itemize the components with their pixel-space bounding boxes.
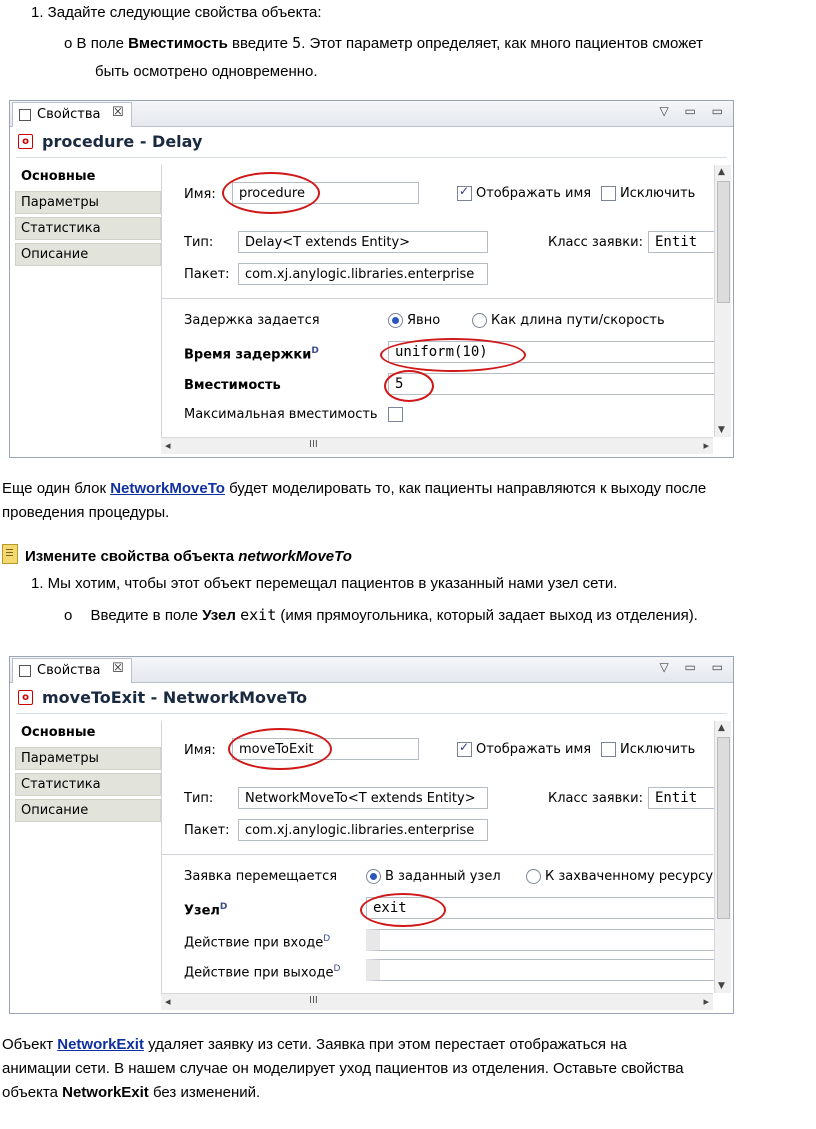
scroll-up-icon[interactable]: ▲ [718, 167, 725, 177]
para-text: объекта [2, 1084, 63, 1101]
exclude-checkbox[interactable] [601, 186, 616, 201]
radio-to-resource-label: К захваченному ресурсу [545, 869, 714, 884]
sidebar-item-description[interactable]: Описание [15, 243, 161, 266]
sidebar-item-main[interactable]: Основные [15, 165, 161, 188]
name-label: Имя: [184, 187, 216, 202]
bullet-text: Введите в поле [90, 607, 203, 624]
scroll-left-icon[interactable]: ◂ [165, 439, 171, 452]
bullet-marker: o [64, 607, 73, 624]
scroll-grip[interactable]: III [309, 995, 318, 1006]
para-text: Объект [2, 1036, 58, 1053]
bullet-text-post: . Этот параметр определяет, как много пациентов сможет [301, 35, 703, 52]
class-label: Класс заявки: [548, 791, 643, 806]
node-label [184, 902, 227, 918]
exclude-label: Исключить [620, 742, 696, 757]
bold-networkexit: NetworkExit [62, 1084, 149, 1101]
properties-panel [161, 165, 713, 437]
node-text: Узел [184, 903, 220, 919]
object-title-bar [16, 129, 727, 158]
scroll-right-icon[interactable]: ▸ [703, 995, 709, 1008]
on-enter-label [184, 934, 330, 950]
on-enter-field[interactable] [366, 929, 714, 951]
highlight-ring [380, 338, 526, 372]
package-label: Пакет: [184, 823, 230, 838]
tab-properties[interactable] [12, 658, 132, 683]
paragraph-line-2: проведения процедуры. [2, 504, 170, 521]
highlight-ring [222, 172, 320, 214]
para-text-post: удаляет заявку из сети. Заявка при этом перестает отображаться на [143, 1036, 627, 1053]
capacity-label: Вместимость [184, 378, 281, 393]
highlight-ring [384, 370, 434, 402]
package-field[interactable]: com.xj.anylogic.libraries.enterprise [238, 819, 488, 841]
bullet-line-node [64, 606, 698, 625]
node-field[interactable]: exit [366, 897, 714, 919]
dynamic-marker: D [323, 934, 331, 944]
vertical-scrollbar[interactable] [714, 721, 731, 993]
type-field[interactable]: Delay<T extends Entity> [238, 231, 488, 253]
bullet-bold: Узел [202, 607, 236, 624]
scroll-up-icon[interactable]: ▲ [718, 723, 725, 733]
dynamic-marker: D [333, 964, 341, 974]
radio-explicit-label: Явно [407, 313, 441, 328]
tab-label: Свойства [37, 107, 101, 122]
para-text-post: будет моделировать то, как пациенты направляются к выходу после [224, 480, 707, 497]
separator [162, 298, 713, 299]
window-controls-icon[interactable]: ▽ ▭ ▭ [659, 104, 729, 118]
step-1-text: 1. Задайте следующие свойства объекта: [31, 4, 322, 21]
link-networkexit[interactable]: NetworkExit [57, 1036, 144, 1053]
max-capacity-checkbox[interactable] [388, 407, 403, 422]
bullet-code: 5 [292, 34, 302, 52]
sidebar [15, 721, 161, 825]
package-field[interactable]: com.xj.anylogic.libraries.enterprise [238, 263, 488, 285]
paragraph-line-3 [2, 1084, 260, 1102]
exclude-checkbox[interactable] [601, 742, 616, 757]
delay-mode-label: Задержка задается [184, 313, 320, 328]
link-networkmoveto[interactable]: NetworkMoveTo [110, 480, 225, 497]
tab-label: Свойства [37, 663, 101, 678]
scroll-thumb[interactable] [717, 737, 730, 919]
properties-icon [19, 665, 31, 677]
sidebar-item-statistics[interactable]: Статистика [15, 217, 161, 240]
delay-block-icon: o [18, 134, 33, 149]
radio-to-node-label: В заданный узел [385, 869, 501, 884]
bullet-marker: o [64, 35, 73, 52]
class-label: Класс заявки: [548, 235, 643, 250]
scroll-grip[interactable]: III [309, 439, 318, 450]
name-field[interactable]: moveToExit [232, 738, 419, 760]
section-heading [25, 548, 352, 566]
object-title: moveToExit - NetworkMoveTo [42, 688, 308, 707]
sidebar-item-main[interactable]: Основные [15, 721, 161, 744]
capacity-field[interactable]: 5 [388, 373, 714, 395]
bullet-line-2: быть осмотрено одновременно. [95, 63, 318, 80]
heading-text: Измените свойства объекта [25, 548, 239, 565]
bullet-text-mid: введите [227, 35, 293, 52]
dynamic-marker: D [219, 902, 228, 912]
scroll-down-icon[interactable]: ▼ [718, 981, 725, 991]
bullet-code: exit [240, 606, 277, 624]
name-field[interactable]: procedure [232, 182, 419, 204]
window-controls-icon[interactable]: ▽ ▭ ▭ [659, 660, 729, 674]
heading-object-name: networkMoveTo [238, 548, 352, 565]
bullet-text-post: (имя прямоугольника, который задает выход из отделения). [276, 607, 698, 624]
max-capacity-label: Максимальная вместимость [184, 407, 378, 422]
radio-to-node[interactable] [366, 869, 381, 884]
delay-time-label [184, 346, 319, 362]
horizontal-scrollbar[interactable] [161, 437, 713, 454]
highlight-ring [228, 728, 332, 770]
move-mode-label: Заявка перемещается [184, 869, 338, 884]
sidebar [15, 165, 161, 269]
highlight-ring [360, 893, 446, 927]
horizontal-scrollbar[interactable] [161, 993, 713, 1010]
on-enter-text: Действие при входе [184, 935, 324, 951]
sidebar-item-parameters[interactable]: Параметры [15, 747, 161, 770]
type-label: Тип: [184, 235, 214, 250]
tab-properties[interactable] [12, 102, 132, 127]
radio-path-speed-label: Как длина пути/скорость [491, 313, 665, 328]
para-text-post: без изменений. [148, 1084, 261, 1101]
step-1-text-2: 1. Мы хотим, чтобы этот объект перемещал пациентов в указанный нами узел сети. [31, 575, 618, 592]
close-icon[interactable]: ☒ [112, 105, 124, 120]
show-name-label: Отображать имя [476, 186, 592, 201]
dynamic-marker: D [311, 346, 319, 356]
radio-explicit[interactable] [388, 313, 403, 328]
on-exit-field[interactable] [366, 959, 714, 981]
object-title-bar [16, 685, 727, 714]
package-label: Пакет: [184, 267, 230, 282]
type-label: Тип: [184, 791, 214, 806]
type-field[interactable]: NetworkMoveTo<T extends Entity> [238, 787, 488, 809]
scroll-thumb[interactable] [717, 181, 730, 303]
object-title: procedure - Delay [42, 132, 203, 151]
tab-bar [10, 657, 733, 683]
tab-bar [10, 101, 733, 127]
properties-icon [19, 109, 31, 121]
paragraph-networkexit [2, 1036, 627, 1054]
show-name-label: Отображать имя [476, 742, 592, 757]
on-exit-label [184, 964, 340, 980]
show-name-checkbox[interactable] [457, 186, 472, 201]
radio-path-speed[interactable] [472, 313, 487, 328]
exclude-label: Исключить [620, 186, 696, 201]
scroll-down-icon[interactable]: ▼ [718, 425, 725, 435]
bullet-text: В поле [76, 35, 129, 52]
name-label: Имя: [184, 743, 216, 758]
para-text: Еще один блок [2, 480, 111, 497]
properties-window-2 [9, 656, 734, 1014]
properties-panel [161, 721, 713, 993]
bullet-line [64, 34, 703, 53]
paragraph-line-2: анимации сети. В нашем случае он моделирует уход пациентов из отделения. Оставьте свойства [2, 1060, 684, 1077]
class-field[interactable]: Entit [648, 787, 714, 809]
class-field[interactable]: Entit [648, 231, 714, 253]
scroll-right-icon[interactable]: ▸ [703, 439, 709, 452]
networkmoveto-block-icon: o [18, 690, 33, 705]
on-exit-text: Действие при выходе [184, 965, 334, 981]
delay-time-text: Время задержки [184, 347, 312, 363]
radio-to-resource[interactable] [526, 869, 541, 884]
separator [162, 854, 713, 855]
scroll-left-icon[interactable]: ◂ [165, 995, 171, 1008]
task-icon [2, 544, 18, 564]
sidebar-item-parameters[interactable]: Параметры [15, 191, 161, 214]
show-name-checkbox[interactable] [457, 742, 472, 757]
vertical-scrollbar[interactable] [714, 165, 731, 437]
close-icon[interactable]: ☒ [112, 661, 124, 676]
bullet-bold: Вместимость [128, 35, 228, 52]
paragraph-networkmoveto [2, 480, 706, 498]
sidebar-item-statistics[interactable]: Статистика [15, 773, 161, 796]
sidebar-item-description[interactable]: Описание [15, 799, 161, 822]
delay-time-field[interactable]: uniform(10) [388, 341, 714, 363]
properties-window-1 [9, 100, 734, 458]
